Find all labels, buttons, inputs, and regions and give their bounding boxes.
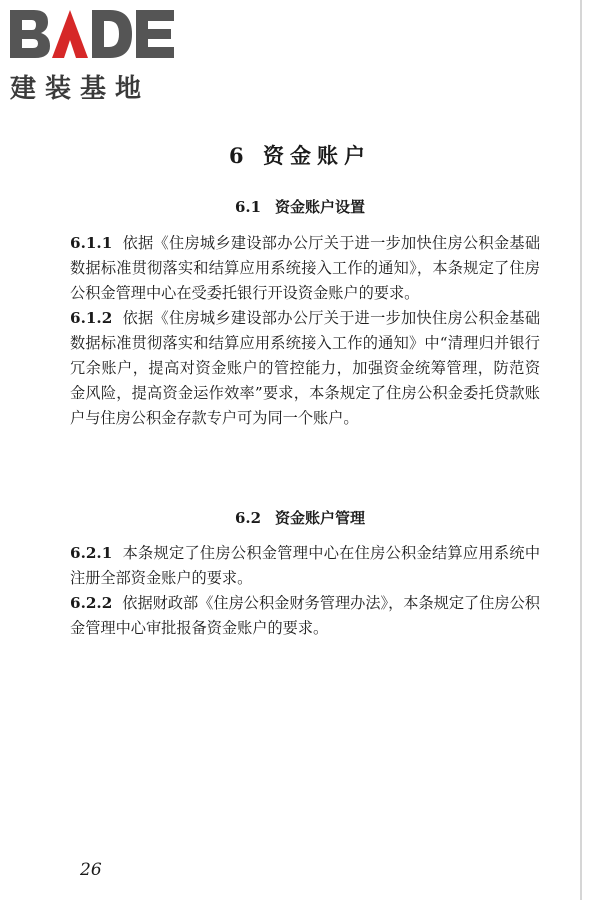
bade-logo-mark xyxy=(8,6,176,62)
clause-6-2-1 xyxy=(70,541,540,591)
chapter-title: 6 资金账户 xyxy=(229,143,371,168)
section-title: 资金账户管理 xyxy=(275,509,366,527)
section-body-6-2 xyxy=(70,541,540,641)
clause-text: 依据《住房城乡建设部办公厅关于进一步加快住房公积金基础数据标准贯彻落实和结算应用系统接入工作的通知》，本条规定了住房公积金管理中心在受委托银行开设资金账户的要求。 xyxy=(70,234,540,302)
clause-number: 6.2.2 xyxy=(70,594,113,612)
clause-number: 6.2.1 xyxy=(70,544,113,562)
logo-subtitle: 建装基地 xyxy=(10,74,151,104)
clause-6-2-2 xyxy=(70,591,540,641)
clause-6-1-1 xyxy=(70,231,540,306)
bade-logo xyxy=(8,6,178,104)
clause-text: 依据《住房城乡建设部办公厅关于进一步加快住房公积金基础数据标准贯彻落实和结算应用系统接入工作的通知》中“清理归并银行冗余账户，提高对资金账户的管控能力，加强资金统筹管理，防范资金风险，提高资金运作效率”要求，本条规定了住房公积金委托贷款账户与住房公积金存款专户可为同一个账户。 xyxy=(70,309,540,427)
clause-number: 6.1.2 xyxy=(70,309,113,327)
clause-number: 6.1.1 xyxy=(70,234,113,252)
section-heading-6-2 xyxy=(0,507,600,528)
clause-text: 依据财政部《住房公积金财务管理办法》，本条规定了住房公积金管理中心审批报备资金账户的要求。 xyxy=(70,594,540,637)
section-body-6-1 xyxy=(70,231,540,431)
page-number: 26 xyxy=(80,860,102,880)
section-heading-6-1 xyxy=(0,196,600,217)
section-number: 6.2 xyxy=(234,509,262,527)
clause-text: 本条规定了住房公积金管理中心在住房公积金结算应用系统中注册全部资金账户的要求。 xyxy=(70,544,540,587)
page-edge xyxy=(580,0,582,900)
section-number: 6.1 xyxy=(234,198,262,216)
section-title: 资金账户设置 xyxy=(275,198,366,216)
clause-6-1-2 xyxy=(70,306,540,431)
